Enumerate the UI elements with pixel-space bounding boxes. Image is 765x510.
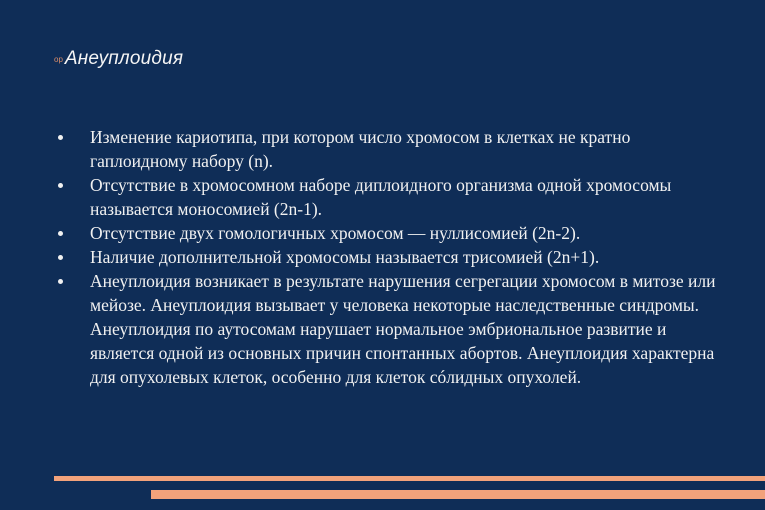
list-item: [58, 221, 718, 245]
decorative-bottom-line-bottom: [151, 490, 765, 499]
list-item: [58, 173, 718, 221]
title-marker: ор: [54, 55, 63, 64]
list-item-text: Анеуплоидия возникает в результате нарушения сегрегации хромосом в митозе или мейозе. Анеуплоидия вызывает у человека некоторые наследственные синдромы. Анеуплоидия по аутосомам нарушает нормальное эмбриональное развитие и является одной из основных причин спонтанных абортов. Анеуплоидия характерна для опухолевых клеток, особенно для клеток сóлидных опухолей.: [90, 271, 716, 387]
list-item-text: Наличие дополнительной хромосомы называется трисомией (2n+1).: [90, 247, 600, 267]
list-item-text: Отсутствие двух гомологичных хромосом — нуллисомией (2n-2).: [90, 223, 581, 243]
decorative-bottom-line-top: [54, 476, 765, 481]
list-item-text: Изменение кариотипа, при котором число хромосом в клетках не кратно гаплоидному набору (n).: [90, 127, 631, 171]
bullet-dot-icon: [58, 135, 63, 140]
list-item: [58, 245, 718, 269]
list-item: [58, 125, 718, 173]
bullet-dot-icon: [58, 183, 63, 188]
bullet-dot-icon: [58, 231, 63, 236]
list-item-text: Отсутствие в хромосомном наборе диплоидного организма одной хромосомы называется моносомией (2n-1).: [90, 175, 672, 219]
bullet-dot-icon: [58, 255, 63, 260]
slide-title: Анеуплоидия: [64, 48, 184, 69]
bullet-dot-icon: [58, 279, 63, 284]
content-list: [58, 125, 718, 389]
title-row: [54, 48, 183, 76]
list-item: [58, 269, 718, 389]
